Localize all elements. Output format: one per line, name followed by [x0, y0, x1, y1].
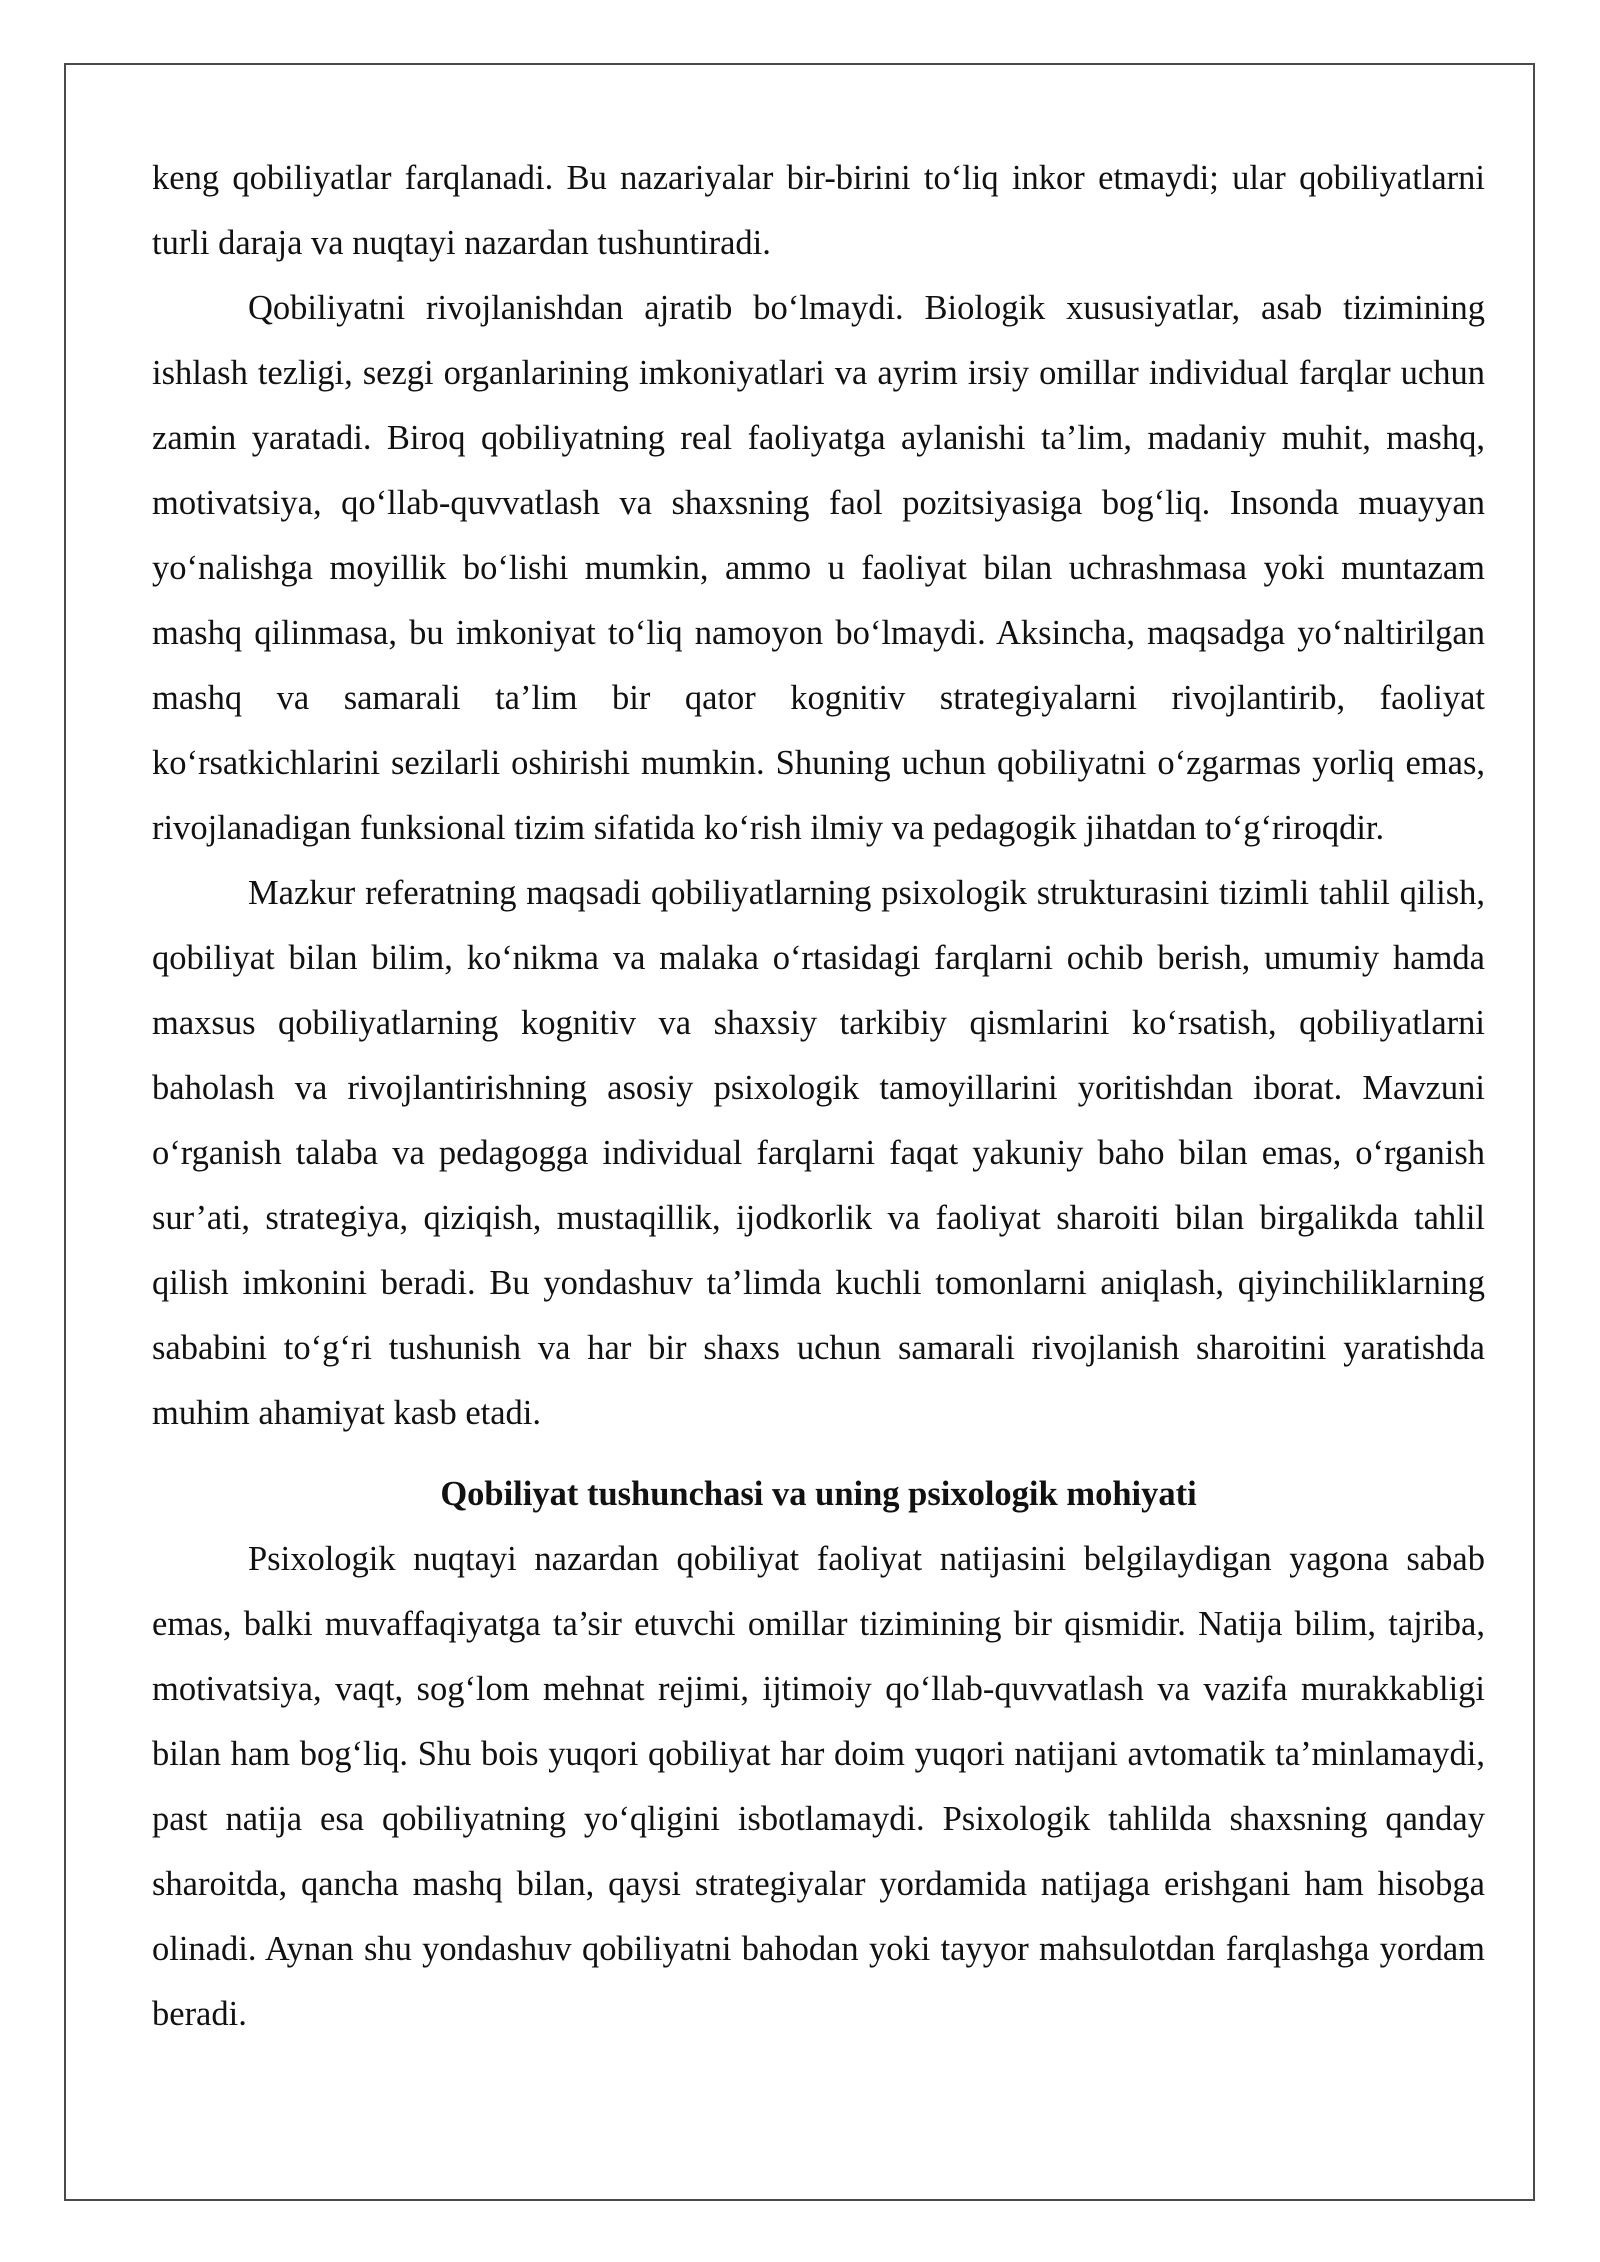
- paragraph-development: Qobiliyatni rivojlanishdan ajratib bo‘lmaydi. Biologik xususiyatlar, asab tizimining ishlash tezligi, sezgi organlarining imkoniyatlari va ayrim irsiy omillar individual farqlar uchun zamin yaratadi. Biroq qobiliyatning real faoliyatga aylanishi ta’lim, madaniy muhit, mashq, motivatsiya, qo‘llab-quvvatlash va shaxsning faol pozitsiyasiga bog‘liq. Insonda muayyan yo‘nalishga moyillik bo‘lishi mumkin, ammo u faoliyat bilan uchrashmasa yoki muntazam mashq qilinmasa, bu imkoniyat to‘liq namoyon bo‘lmaydi. Aksincha, maqsadga yo‘naltirilgan mashq va samarali ta’lim bir qator kognitiv strategiyalarni rivojlantirib, faoliyat ko‘rsatkichlarini sezilarli oshirishi mumkin. Shuning uchun qobiliyatni o‘zgarmas yorliq emas, rivojlanadigan funksional tizim sifatida ko‘rish ilmiy va pedagogik jihatdan to‘g‘riroqdir.: [152, 289, 1485, 847]
- section-heading: Qobiliyat tushunchasi va uning psixologik mohiyati: [440, 1475, 1197, 1513]
- document-body: [152, 146, 1485, 2047]
- paragraph-purpose: Mazkur referatning maqsadi qobiliyatlarning psixologik strukturasini tizimli tahlil qilish, qobiliyat bilan bilim, ko‘nikma va malaka o‘rtasidagi farqlarni ochib berish, umumiy hamda maxsus qobiliyatlarning kognitiv va shaxsiy tarkibiy qismlarini ko‘rsatish, qobiliyatlarni baholash va rivojlantirishning asosiy psixologik tamoyillarini yoritishdan iborat. Mavzuni o‘rganish talaba va pedagogga individual farqlarni faqat yakuniy baho bilan emas, o‘rganish sur’ati, strategiya, qiziqish, mustaqillik, ijodkorlik va faoliyat sharoiti bilan birgalikda tahlil qilish imkonini beradi. Bu yondashuv ta’limda kuchli tomonlarni aniqlash, qiyinchiliklarning sababini to‘g‘ri tushunish va har bir shaxs uchun samarali rivojlanish sharoitini yaratishda muhim ahamiyat kasb etadi.: [152, 874, 1485, 1432]
- paragraph-psychological-view: Psixologik nuqtayi nazardan qobiliyat faoliyat natijasini belgilaydigan yagona sabab emas, balki muvaffaqiyatga ta’sir etuvchi omillar tizimining bir qismidir. Natija bilim, tajriba, motivatsiya, vaqt, sog‘lom mehnat rejimi, ijtimoiy qo‘llab-quvvatlash va vazifa murakkabligi bilan ham bog‘liq. Shu bois yuqori qobiliyat har doim yuqori natijani avtomatik ta’minlamaydi, past natija esa qobiliyatning yo‘qligini isbotlamaydi. Psixologik tahlilda shaxsning qanday sharoitda, qancha mashq bilan, qaysi strategiyalar yordamida natijaga erishgani ham hisobga olinadi. Aynan shu yondashuv qobiliyatni bahodan yoki tayyor mahsulotdan farqlashga yordam beradi.: [152, 1540, 1485, 2033]
- paragraph-continuation: keng qobiliyatlar farqlanadi. Bu nazariyalar bir-birini to‘liq inkor etmaydi; ular qobiliyatlarni turli daraja va nuqtayi nazardan tushuntiradi.: [152, 159, 1485, 262]
